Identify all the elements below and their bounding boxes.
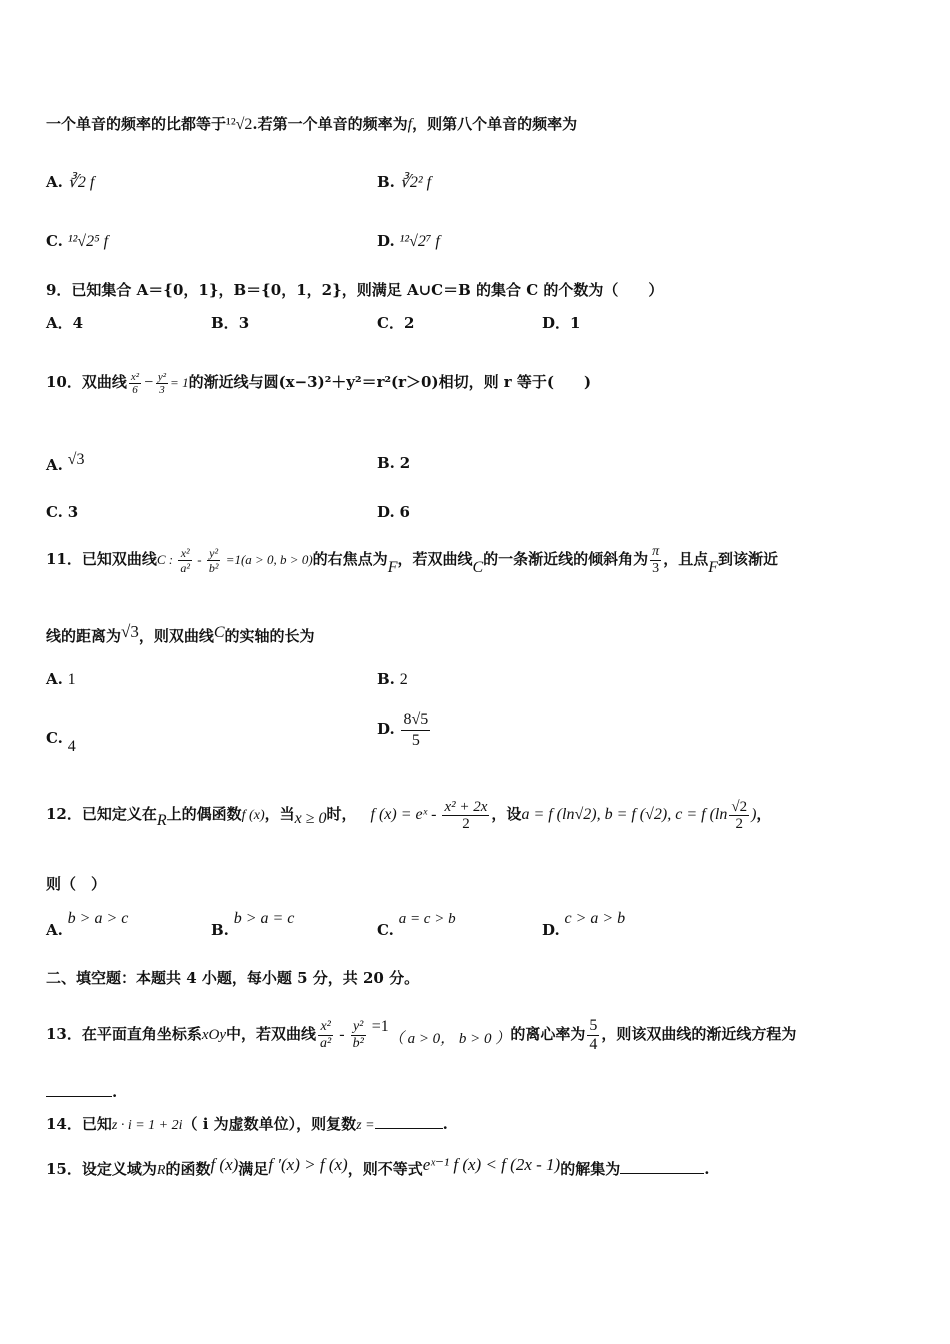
q11-text: 的右焦点为 (312, 550, 388, 568)
q11-prefix: 11．已知双曲线 (46, 550, 157, 568)
option-label: B． (211, 314, 239, 332)
q8-freq-var: f (407, 116, 413, 133)
q13-answer (46, 1082, 117, 1102)
q10-prefix: 10．双曲线 (46, 373, 127, 391)
frac-den: b² (208, 560, 219, 575)
q12-fx: f (x) (241, 808, 265, 823)
option-value: b > a = c (233, 910, 295, 927)
q10-stem (46, 365, 591, 400)
option-label: D． (542, 314, 571, 332)
q11-text: ，若双曲线 (397, 550, 473, 568)
q12-domain: R (156, 812, 167, 829)
q10-frac-x (129, 371, 141, 396)
q11-focus: F (708, 559, 718, 576)
q10-option-b[interactable] (377, 453, 410, 473)
option-value: 2 (399, 671, 408, 688)
q12-text: ，当 (264, 805, 295, 823)
q11-focus: F (387, 559, 398, 576)
frac-den: 4 (589, 1035, 598, 1053)
option-value: ¹²√2⁷ f (399, 233, 440, 250)
q8-stem-text-b: .若第一个单音的频率为 (252, 115, 408, 133)
section-2-heading: 二、填空题：本题共 4 小题，每小题 5 分，共 20 分。 (46, 969, 420, 987)
q11-sqrt3: √3 (121, 622, 139, 641)
frac-num: x² + 2x (444, 798, 488, 815)
frac-den: a² (320, 1035, 332, 1051)
q12-stem-line1 (46, 792, 771, 843)
frac-num: 8√5 (401, 710, 430, 731)
q15-text: 的函数 (165, 1160, 211, 1178)
frac-den: 3 (652, 560, 660, 576)
q15-fx: f (x) (210, 1155, 239, 1174)
frac-den: 6 (132, 383, 138, 396)
option-value-frac (401, 710, 430, 751)
q12-abc: a = f (ln√2), b = f (√2), c = f (ln (521, 806, 728, 823)
q11-text: 到该渐近 (717, 550, 778, 568)
option-value: √3 (67, 451, 85, 468)
q11-text: 的一条渐近线的倾斜角为 (483, 550, 649, 568)
q11-text: ，则双曲线 (138, 627, 214, 645)
option-label: A. (46, 173, 63, 191)
q11-option-a[interactable] (46, 669, 76, 690)
option-label: D. (377, 720, 395, 738)
option-label: C. (46, 503, 63, 521)
q15-answer-blank[interactable] (620, 1159, 704, 1174)
q8-option-d[interactable] (377, 231, 440, 252)
q15-prefix: 15．设定义域为 (46, 1160, 157, 1178)
q12-text: 上的偶函数 (166, 805, 242, 823)
frac-den: a² (180, 560, 190, 575)
option-value: 3 (67, 503, 79, 521)
frac-num: y² (351, 1019, 366, 1036)
q10-option-a[interactable] (46, 450, 84, 475)
q13-end: . (112, 1083, 118, 1101)
q13-frac-y (351, 1019, 366, 1052)
frac-den: 2 (462, 815, 470, 832)
q14-stem (46, 1114, 448, 1136)
q14-answer-blank[interactable] (375, 1114, 443, 1129)
q12-then: 则（ ） (46, 875, 107, 893)
q15-text: 满足 (238, 1160, 269, 1178)
q9-option-d[interactable] (542, 313, 580, 333)
q10-option-c[interactable] (46, 502, 78, 522)
frac-num: y² (157, 370, 167, 383)
frac-num: √2 (731, 798, 748, 815)
option-value: 2 (399, 454, 411, 472)
option-label: C. (46, 232, 63, 250)
option-value: b > a > c (67, 910, 129, 927)
q11-option-d[interactable] (377, 706, 432, 752)
option-value: 4 (72, 314, 84, 332)
q15-stem (46, 1150, 709, 1186)
q15-condition: f ′(x) > f (x) (268, 1155, 348, 1174)
option-value: ∛2 f (67, 174, 95, 191)
q12-abc-end: ) (751, 806, 757, 823)
q11-minus: - (193, 552, 205, 567)
q11-text: ，且点 (663, 550, 709, 568)
q14-z: z = (356, 1118, 375, 1133)
q11-option-c[interactable] (46, 728, 76, 757)
q8-stem-text-a: 一个单音的频率的比都等于 (46, 115, 227, 133)
q12-condition: x ≥ 0 (294, 810, 327, 827)
option-value: ∛2² f (399, 174, 432, 191)
frac-num: π (652, 543, 660, 559)
q8-option-b[interactable] (377, 172, 431, 193)
q15-inequality: eˣ⁻¹ f (x) < f (2x - 1) (422, 1155, 561, 1174)
q11-curve-name: C (472, 559, 484, 576)
frac-num: x² (178, 546, 192, 561)
q10-frac-y (156, 371, 168, 396)
q9-option-b[interactable] (211, 313, 249, 333)
option-value: 6 (399, 503, 410, 521)
q11-stem-line1 (46, 540, 778, 587)
option-value: 3 (238, 314, 250, 332)
q13-e-frac (587, 1017, 599, 1054)
q13-stem (46, 1000, 796, 1066)
q11-frac-x (178, 546, 192, 575)
q14-text: （ i 为虚数单位），则复数 (182, 1115, 357, 1133)
option-value: 1 (67, 671, 76, 688)
option-label: A. (46, 670, 63, 688)
q11-option-b[interactable] (377, 669, 408, 690)
option-value: a = c > b (398, 911, 456, 927)
q8-stem-text-c: ，则第八个单音的频率为 (412, 115, 578, 133)
option-value: 2 (403, 314, 415, 332)
q13-text: 的离心率为 (510, 1025, 586, 1043)
q9-option-a[interactable] (46, 313, 83, 333)
q12-option-b[interactable] (211, 908, 294, 940)
q8-option-a[interactable] (46, 172, 94, 193)
option-label: D. (377, 503, 395, 521)
q13-text: ，则该双曲线的渐近线方程为 (601, 1025, 797, 1043)
q10-minus: − (143, 374, 154, 391)
q11-angle-frac (650, 544, 661, 577)
option-label: A. (46, 921, 63, 939)
q12-text: ， (756, 805, 772, 823)
q15-domain: R (156, 1163, 166, 1178)
option-label: C． (377, 314, 404, 332)
q11-curve: C : (156, 552, 177, 567)
q12-text: ，设 (491, 805, 522, 823)
option-label: B. (211, 921, 229, 939)
q12-option-d[interactable] (542, 908, 625, 940)
q12-text: 时， (326, 805, 357, 823)
q10-suffix: 的渐近线与圆(x−3)²＋y²＝r²(r＞0)相切，则 r 等于( ) (188, 373, 592, 391)
option-label: A． (46, 314, 73, 332)
q12-option-c[interactable] (377, 908, 456, 940)
frac-den: 3 (159, 383, 165, 396)
q13-minus: - (335, 1026, 349, 1043)
option-label: C. (46, 729, 63, 747)
option-label: B. (377, 670, 395, 688)
q13-text: 中，若双曲线 (226, 1025, 317, 1043)
q9-stem: 9．已知集合 A＝{0，1}，B＝{0，1，2}，则满足 A∪C＝B 的集合 C 的个数为（ ） (46, 281, 664, 299)
q11-frac-y (207, 546, 221, 575)
q13-prefix: 13．在平面直角坐标系 (46, 1025, 202, 1043)
frac-num: y² (207, 546, 221, 561)
q11-curve-name: C (213, 624, 225, 641)
option-label: A. (46, 456, 63, 474)
q13-answer-blank[interactable] (46, 1082, 112, 1097)
frac-den: b² (352, 1035, 364, 1051)
q11-stem-line2 (46, 618, 315, 650)
option-value: 4 (67, 738, 76, 755)
frac-num: 5 (589, 1016, 598, 1034)
option-label: B. (377, 173, 395, 191)
option-label: C. (377, 921, 394, 939)
q11-text: 线的距离为 (46, 627, 122, 645)
q13-rhs: =1 (367, 1018, 389, 1035)
option-value: 1 (570, 314, 581, 332)
option-value: ¹²√2⁵ f (67, 233, 109, 250)
q12-option-a[interactable] (46, 908, 128, 940)
option-label: B. (377, 454, 395, 472)
q15-end: . (704, 1160, 710, 1178)
option-label: D. (377, 232, 395, 250)
q11-text: 的实轴的长为 (224, 627, 315, 645)
q12-c-frac (729, 799, 749, 832)
option-value: c > a > b (564, 910, 626, 927)
q14-end: . (442, 1115, 448, 1133)
q14-equation: z · i = 1 + 2i (111, 1118, 183, 1133)
q9-option-c[interactable] (377, 313, 414, 333)
q12-definition: f (x) = eˣ - (370, 806, 441, 823)
q11-condition: =1(a > 0, b > 0) (222, 552, 313, 567)
q8-stem (46, 114, 577, 135)
q8-ratio-root: ¹²√2 (226, 116, 253, 133)
q15-text: ，则不等式 (347, 1160, 423, 1178)
frac-num: x² (130, 370, 140, 383)
q8-option-c[interactable] (46, 231, 108, 252)
q12-def-frac (442, 799, 489, 832)
q15-text: 的解集为 (560, 1160, 621, 1178)
q10-rhs: = 1 (170, 375, 189, 390)
q13-condition: （ a > 0， b > 0 ） (388, 1031, 511, 1047)
q12-prefix: 12．已知定义在 (46, 805, 157, 823)
q13-xoy: xOy (201, 1027, 227, 1043)
frac-den: 5 (411, 731, 420, 749)
option-label: D. (542, 921, 560, 939)
frac-den: 2 (735, 815, 743, 832)
q14-prefix: 14．已知 (46, 1115, 112, 1133)
frac-num: x² (318, 1019, 333, 1036)
q10-option-d[interactable] (377, 502, 410, 522)
q13-frac-x (318, 1019, 333, 1052)
